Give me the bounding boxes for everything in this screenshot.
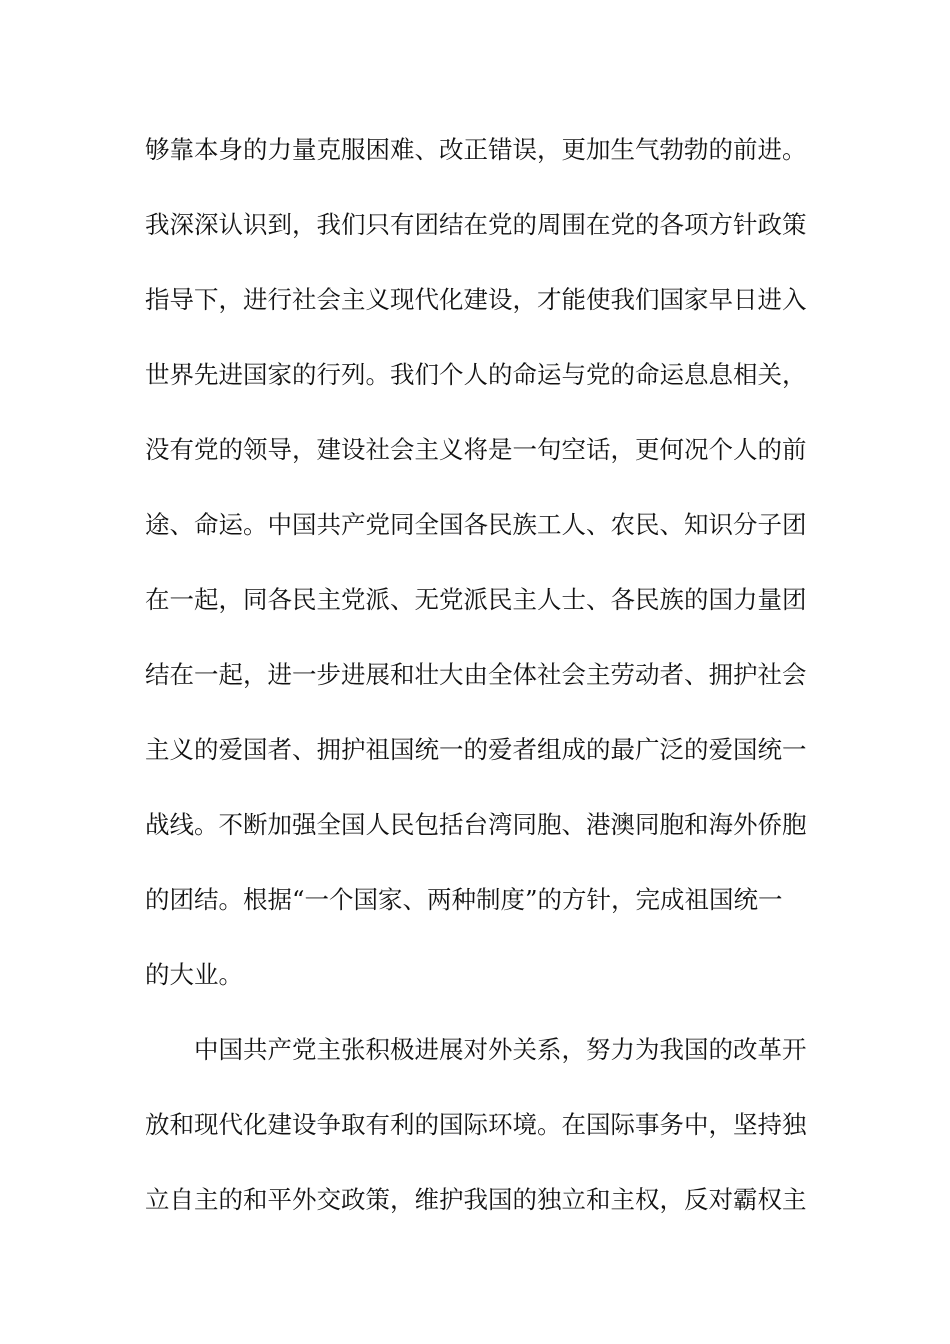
text-line: 战线。不断加强全国人民包括台湾同胞、港澳同胞和海外侨胞	[145, 810, 807, 839]
text-line: 世界先进国家的行列。我们个人的命运与党的命运息息相关，	[145, 360, 807, 389]
text-line: 主义的爱国者、拥护祖国统一的爱者组成的最广泛的爱国统一	[145, 735, 807, 764]
text-line: 指导下，进行社会主义现代化建设，才能使我们国家早日进入	[145, 285, 807, 314]
text-line: 没有党的领导，建设社会主义将是一句空话，更何况个人的前	[145, 435, 807, 464]
text-line: 够靠本身的力量克服困难、改正错误，更加生气勃勃的前进。	[145, 135, 807, 164]
text-line: 的大业。	[145, 960, 243, 989]
text-line: 结在一起，进一步进展和壮大由全体社会主劳动者、拥护社会	[145, 660, 807, 689]
text-line: 在一起，同各民主党派、无党派民主人士、各民族的国力量团	[145, 585, 807, 614]
text-line: 途、命运。中国共产党同全国各民族工人、农民、知识分子团	[145, 510, 807, 539]
body-text	[145, 131, 810, 1256]
text-line: 放和现代化建设争取有利的国际环境。在国际事务中，坚持独	[145, 1110, 807, 1139]
paragraph-first-line: 中国共产党主张积极进展对外关系，努力为我国的改革开	[194, 1035, 807, 1064]
text-line: 的团结。根据“一个国家、两种制度”的方针，完成祖国统一	[145, 885, 783, 914]
text-line: 立自主的和平外交政策，维护我国的独立和主权，反对霸权主	[145, 1185, 807, 1214]
text-line: 我深深认识到，我们只有团结在党的周围在党的各项方针政策	[145, 210, 807, 239]
